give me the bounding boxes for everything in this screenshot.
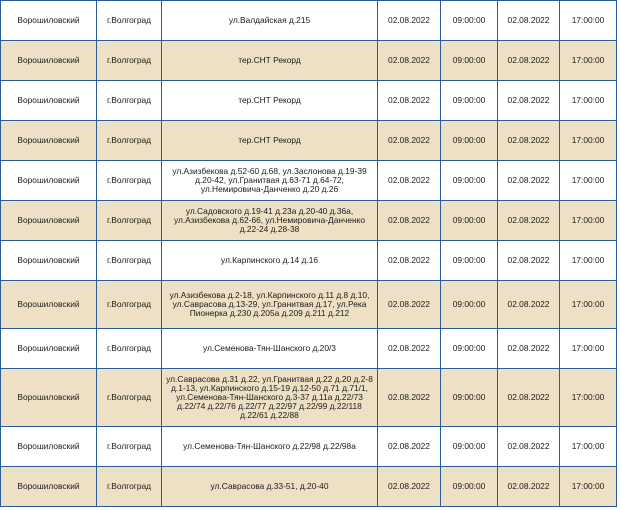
start-date-cell: 02.08.2022 xyxy=(378,161,441,201)
end-time-cell: 17:00:00 xyxy=(560,81,617,121)
start-date-cell: 02.08.2022 xyxy=(378,281,441,329)
table-row xyxy=(1,121,617,161)
end-date-cell: 02.08.2022 xyxy=(498,81,560,121)
city-cell: г.Волгоград xyxy=(97,201,162,241)
district-cell: Ворошиловский xyxy=(1,427,97,467)
end-date-cell: 02.08.2022 xyxy=(498,201,560,241)
end-date-cell: 02.08.2022 xyxy=(498,161,560,201)
end-date-cell: 02.08.2022 xyxy=(498,1,560,41)
end-date-cell: 02.08.2022 xyxy=(498,467,560,507)
district-cell: Ворошиловский xyxy=(1,41,97,81)
start-time-cell: 09:00:00 xyxy=(441,329,498,369)
start-time-cell: 09:00:00 xyxy=(441,281,498,329)
end-date-cell: 02.08.2022 xyxy=(498,369,560,427)
city-cell: г.Волгоград xyxy=(97,467,162,507)
start-date-cell: 02.08.2022 xyxy=(378,369,441,427)
start-time-cell: 09:00:00 xyxy=(441,241,498,281)
table-row xyxy=(1,201,617,241)
district-cell: Ворошиловский xyxy=(1,369,97,427)
end-time-cell: 17:00:00 xyxy=(560,281,617,329)
end-time-cell: 17:00:00 xyxy=(560,467,617,507)
end-time-cell: 17:00:00 xyxy=(560,329,617,369)
end-time-cell: 17:00:00 xyxy=(560,201,617,241)
end-time-cell: 17:00:00 xyxy=(560,241,617,281)
start-date-cell: 02.08.2022 xyxy=(378,201,441,241)
end-date-cell: 02.08.2022 xyxy=(498,121,560,161)
end-time-cell: 17:00:00 xyxy=(560,41,617,81)
start-date-cell: 02.08.2022 xyxy=(378,121,441,161)
end-time-cell: 17:00:00 xyxy=(560,427,617,467)
start-time-cell: 09:00:00 xyxy=(441,41,498,81)
end-date-cell: 02.08.2022 xyxy=(498,329,560,369)
district-cell: Ворошиловский xyxy=(1,201,97,241)
address-cell: ул.Садовского д.19-41 д.23а д.20-40 д.36а, ул.Азизбекова д.62-66, ул.Немировича-Данченко д.22-24 д.28-38 xyxy=(162,201,378,241)
start-date-cell: 02.08.2022 xyxy=(378,1,441,41)
address-cell: ул.Семенова-Тян-Шанского д.20/3 xyxy=(162,329,378,369)
district-cell: Ворошиловский xyxy=(1,281,97,329)
end-time-cell: 17:00:00 xyxy=(560,369,617,427)
start-time-cell: 09:00:00 xyxy=(441,427,498,467)
table-row xyxy=(1,241,617,281)
start-date-cell: 02.08.2022 xyxy=(378,427,441,467)
address-cell: ул.Саврасова д.33-51, д.20-40 xyxy=(162,467,378,507)
start-date-cell: 02.08.2022 xyxy=(378,41,441,81)
start-time-cell: 09:00:00 xyxy=(441,121,498,161)
address-cell: тер.СНТ Рекорд xyxy=(162,81,378,121)
district-cell: Ворошиловский xyxy=(1,467,97,507)
start-time-cell: 09:00:00 xyxy=(441,161,498,201)
table-row xyxy=(1,41,617,81)
start-time-cell: 09:00:00 xyxy=(441,201,498,241)
start-time-cell: 09:00:00 xyxy=(441,467,498,507)
district-cell: Ворошиловский xyxy=(1,329,97,369)
end-time-cell: 17:00:00 xyxy=(560,1,617,41)
start-date-cell: 02.08.2022 xyxy=(378,241,441,281)
district-cell: Ворошиловский xyxy=(1,161,97,201)
end-date-cell: 02.08.2022 xyxy=(498,281,560,329)
table-row xyxy=(1,281,617,329)
district-cell: Ворошиловский xyxy=(1,81,97,121)
end-time-cell: 17:00:00 xyxy=(560,121,617,161)
end-date-cell: 02.08.2022 xyxy=(498,241,560,281)
start-date-cell: 02.08.2022 xyxy=(378,329,441,369)
district-cell: Ворошиловский xyxy=(1,1,97,41)
city-cell: г.Волгоград xyxy=(97,427,162,467)
city-cell: г.Волгоград xyxy=(97,241,162,281)
table-row xyxy=(1,467,617,507)
address-cell: ул.Карпинского д.14 д.16 xyxy=(162,241,378,281)
start-time-cell: 09:00:00 xyxy=(441,81,498,121)
start-time-cell: 09:00:00 xyxy=(441,1,498,41)
address-cell: тер.СНТ Рекорд xyxy=(162,41,378,81)
city-cell: г.Волгоград xyxy=(97,41,162,81)
district-cell: Ворошиловский xyxy=(1,121,97,161)
table-row xyxy=(1,161,617,201)
table-row xyxy=(1,329,617,369)
table-row xyxy=(1,1,617,41)
table-row xyxy=(1,81,617,121)
address-cell: ул.Азизбекова д.52-60 д.68, ул.Заслонова д.19-39 д.20-42, ул.Гранитвая д.63-71 д.64-72, ул.Немировича-Данченко д.20 д.26 xyxy=(162,161,378,201)
start-date-cell: 02.08.2022 xyxy=(378,467,441,507)
end-date-cell: 02.08.2022 xyxy=(498,427,560,467)
start-time-cell: 09:00:00 xyxy=(441,369,498,427)
address-cell: ул.Валдайская д.215 xyxy=(162,1,378,41)
end-time-cell: 17:00:00 xyxy=(560,161,617,201)
city-cell: г.Волгоград xyxy=(97,161,162,201)
address-cell: ул.Азизбекова д.2-18, ул.Карпинского д.11 д.8 д.10, ул.Саврасова д.13-29, ул.Гранитвая д.17, ул.Река Пионерка д.230 д.205а д.209 д.211 д.212 xyxy=(162,281,378,329)
table-row xyxy=(1,369,617,427)
city-cell: г.Волгоград xyxy=(97,1,162,41)
city-cell: г.Волгоград xyxy=(97,369,162,427)
city-cell: г.Волгоград xyxy=(97,329,162,369)
table-row xyxy=(1,427,617,467)
address-cell: ул.Саврасова д.31 д.22, ул.Гранитвая д.22 д.20 д.2-8 д.1-13, ул.Карпинского д.15-19 д.12-50 д.71 д.71/1, ул.Семенова-Тян-Шанского д.3-37 д.11а д.22/73 д.22/74 д.22/76 д.22/77 д.22/97 д.22/99 д.22/118 д.22/61 д.22/88 xyxy=(162,369,378,427)
end-date-cell: 02.08.2022 xyxy=(498,41,560,81)
city-cell: г.Волгоград xyxy=(97,281,162,329)
address-cell: ул.Семенова-Тян-Шанского д.22/98 д.22/98а xyxy=(162,427,378,467)
city-cell: г.Волгоград xyxy=(97,81,162,121)
start-date-cell: 02.08.2022 xyxy=(378,81,441,121)
district-cell: Ворошиловский xyxy=(1,241,97,281)
city-cell: г.Волгоград xyxy=(97,121,162,161)
address-cell: тер.СНТ Рекорд xyxy=(162,121,378,161)
